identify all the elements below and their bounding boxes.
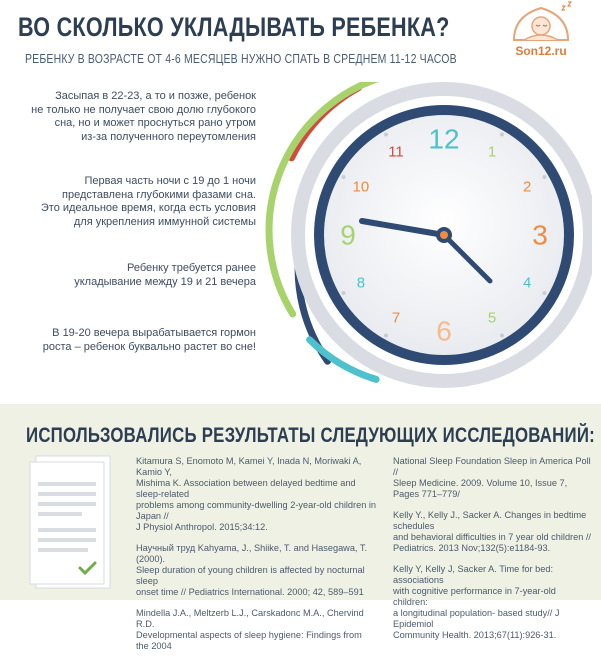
note-growth-hormone [20,327,256,354]
clock-number-7: 7 [391,309,401,327]
clock-tick [342,291,346,295]
clock-number-2: 2 [522,178,532,196]
clock-tick [342,175,346,179]
clock-number-1: 1 [487,143,497,161]
clock-number-5: 5 [487,309,497,327]
page-subtitle: РЕБЕНКУ В ВОЗРАСТЕ ОТ 4-6 МЕСЯЦЕВ НУЖНО СПАТЬ В СРЕДНЕМ 11-12 ЧАСОВ [25,52,457,66]
documents-illustration [22,452,122,592]
reference-line: Sleep duration of young children is affected by nocturnal sleep [136,565,365,586]
references-column-left [136,456,376,662]
note-line: Ребенку требуется ранее [126,262,256,274]
reference-line: problems among community-dwelling 2-year-old children in Japan // [136,500,377,521]
reference-line: Pediatrics. 2013 Nov;132(5):e1184-93. [393,543,551,553]
reference-line: Kitamura S, Enomoto M, Kamei Y, Inada N, Moriwaki A, Kamio Y, [136,456,362,477]
note-line: роста – ребенок буквально растет во сне! [42,340,256,353]
note-line: укладывание между 19 и 21 вечера [74,275,256,288]
note-line: представлена глубокими фазами сна. [62,188,256,201]
reference-line: Научный труд Kahyama, J., Shiike, T. and Hasegawa, T. (2000). [136,543,368,564]
reference-item [393,456,593,500]
note-line: Засыпая в 22-23, а то и позже, ребенок [55,90,256,102]
clock-number-12: 12 [428,123,460,155]
clock-number-10: 10 [352,178,370,196]
reference-line: Mindella J.A., Meltzerb L.J., Carskadonc M.A., Chervind R.D. [136,608,364,629]
note-line: для укрепления иммунной системы [73,215,256,228]
reference-item [393,564,593,641]
clock-tick [384,133,388,137]
note-line: из-за полученного переутомления [81,130,256,143]
references-section [0,404,601,651]
reference-line: onset time // Pediatrics International. 2000; 42, 589–591 [136,587,364,597]
clock-number-11: 11 [388,143,404,161]
note-line: не только не получает свою долю глубокого [31,103,256,116]
note-line: сна, но и может проснуться рано утром [54,117,256,129]
note-late-bedtime [20,90,256,144]
reference-line: with cognitive performance in 7-year-old children: [393,586,556,607]
clock-number-9: 9 [340,219,356,251]
reference-line: J Physiol Anthropol. 2015;34:12. [136,522,268,532]
reference-line: Mishima K. Association between delayed bedtime and sleep-related [136,478,356,499]
reference-line: Sleep Medicine. 2009. Volume 10, Issue 7, Pages 771–779/ [393,478,568,499]
clock-number-6: 6 [436,315,452,347]
reference-line: Kelly Y, Kelly J, Sacker A. Time for bed: associations [393,564,554,585]
clock-tick [542,291,546,295]
note-line: В 19-20 вечера вырабатывается гормон [52,327,256,339]
clock-tick [384,333,388,337]
references-column-right [393,456,593,651]
reference-line: Kelly Y., Kelly J., Sacker A. Changes in bedtime schedules [393,510,587,531]
reference-line: and behavioral difficulties in 7 year old children // [393,532,591,542]
reference-item [136,456,376,533]
reference-item [136,543,376,598]
page-title: ВО СКОЛЬКО УКЛАДЫВАТЬ РЕБЕНКА? [18,12,450,42]
clock-number-3: 3 [532,219,548,251]
clock-tick [500,333,504,337]
note-early-bedtime [20,262,256,289]
reference-line: Community Health. 2013;67(11):926-31. [393,630,557,640]
note-line: Это идеальное время, когда есть условия [40,202,256,214]
note-deep-sleep [20,175,256,229]
clock-tick [500,133,504,137]
logo-text: Son12.ru [515,44,567,58]
clock-tick [542,175,546,179]
note-line: Первая часть ночи с 19 до 1 ночи [84,175,256,187]
references-title: ИСПОЛЬЗОВАЛИСЬ РЕЗУЛЬТАТЫ СЛЕДУЮЩИХ ИССЛЕДОВАНИЙ: [26,424,596,447]
clock-number-4: 4 [522,274,532,292]
reference-line: National Sleep Foundation Sleep in America Poll // [393,456,591,477]
reference-line: Developmental aspects of sleep hygiene: Findings from the 2004 [136,630,362,651]
reference-item [136,608,376,652]
clock-illustration [262,82,592,392]
reference-line: a longitudinal population- based study// J Epidemiol [393,608,560,629]
reference-item [393,510,593,554]
clock-number-8: 8 [356,274,366,292]
